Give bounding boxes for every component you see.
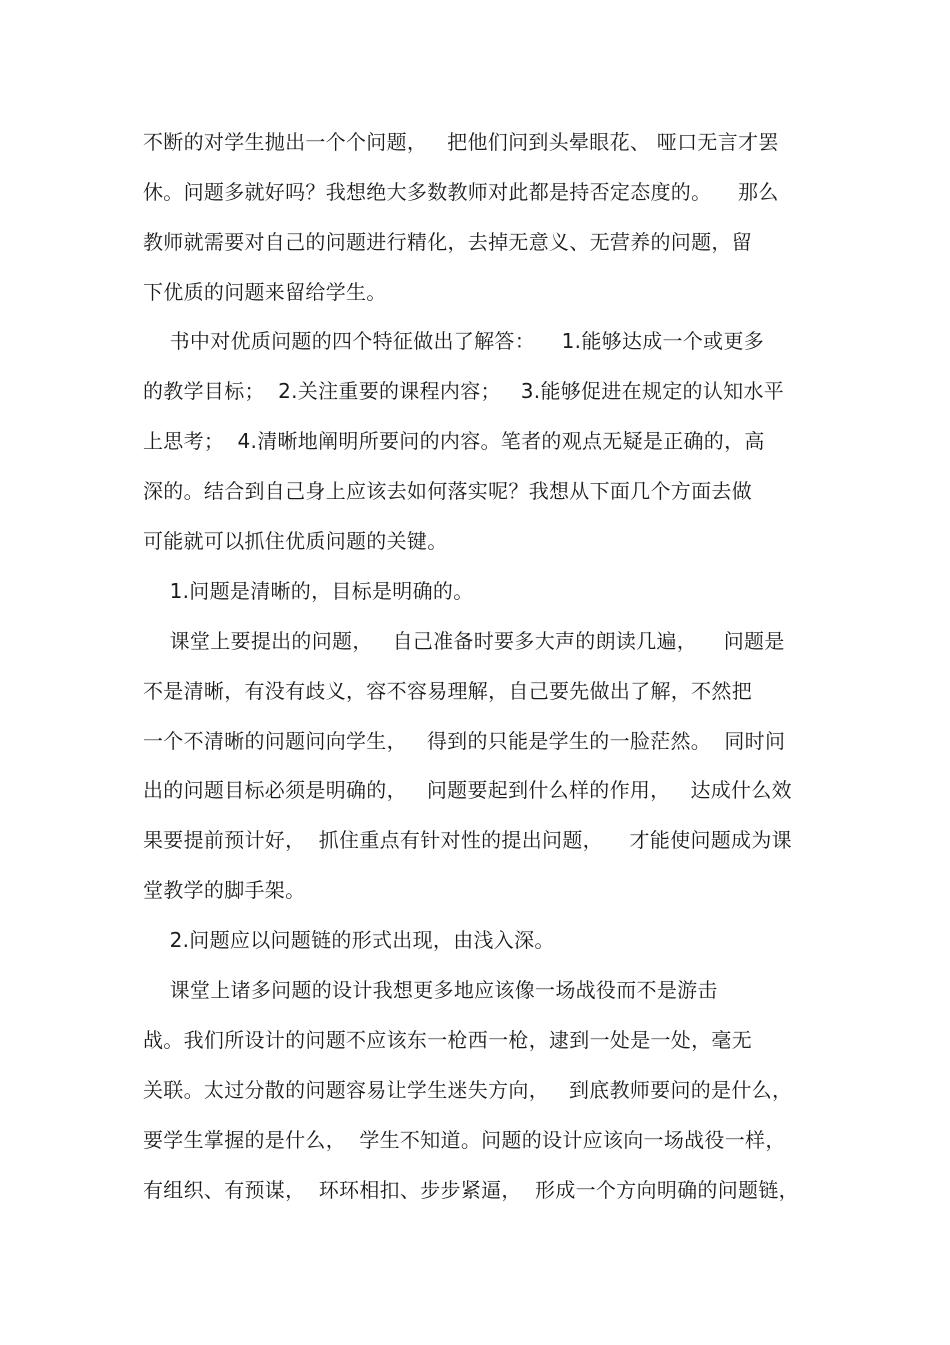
text-line: 下优质的问题来留给学生。 <box>143 280 387 304</box>
text-line: 不断的对学生抛出一个个问题， 把他们问到头晕眼花、 哑口无言才罢 <box>143 130 779 154</box>
text-line: 可能就可以抓住优质问题的关键。 <box>143 529 448 553</box>
text-line: 课堂上要提出的问题， 自己准备时要多大声的朗读几遍， 问题是 <box>143 629 785 653</box>
text-line: 的教学目标； 2.关注重要的课程内容； 3.能够促进在规定的认知水平 <box>143 379 785 403</box>
text-line: 上思考； 4.清晰地阐明所要问的内容。笔者的观点无疑是正确的，高 <box>143 429 765 453</box>
text-line: 2.问题应以问题链的形式出现，由浅入深。 <box>143 928 555 952</box>
text-line: 休。问题多就好吗？我想绝大多数教师对此都是持否定态度的。 那么 <box>143 180 779 204</box>
text-line: 深的。结合到自己身上应该去如何落实呢？我想从下面几个方面去做 <box>143 479 752 503</box>
text-line: 不是清晰，有没有歧义，容不容易理解，自己要先做出了解，不然把 <box>143 679 752 703</box>
text-line: 果要提前预计好， 抓住重点有针对性的提出问题， 才能使问题成为课 <box>143 828 792 852</box>
text-line: 要学生掌握的是什么， 学生不知道。问题的设计应该向一场战役一样， <box>143 1128 786 1152</box>
text-line: 堂教学的脚手架。 <box>143 878 306 902</box>
text-line: 战。我们所设计的问题不应该东一枪西一枪，逮到一处是一处，毫无 <box>143 1028 752 1052</box>
text-line: 出的问题目标必须是明确的， 问题要起到什么样的作用， 达成什么效 <box>143 778 792 802</box>
text-line: 书中对优质问题的四个特征做出了解答： 1.能够达成一个或更多 <box>143 329 765 353</box>
text-line: 教师就需要对自己的问题进行精化，去掉无意义、无营养的问题，留 <box>143 230 752 254</box>
text-line: 有组织、有预谋， 环环相扣、步步紧逼， 形成一个方向明确的问题链， <box>143 1178 799 1202</box>
text-line: 课堂上诸多问题的设计我想更多地应该像一场战役而不是游击 <box>143 978 718 1002</box>
text-line: 关联。太过分散的问题容易让学生迷失方向， 到底教师要问的是什么， <box>143 1078 793 1102</box>
text-line: 1.问题是清晰的，目标是明确的。 <box>143 579 474 603</box>
text-line: 一个不清晰的问题问向学生， 得到的只能是学生的一脸茫然。 同时问 <box>143 729 786 753</box>
